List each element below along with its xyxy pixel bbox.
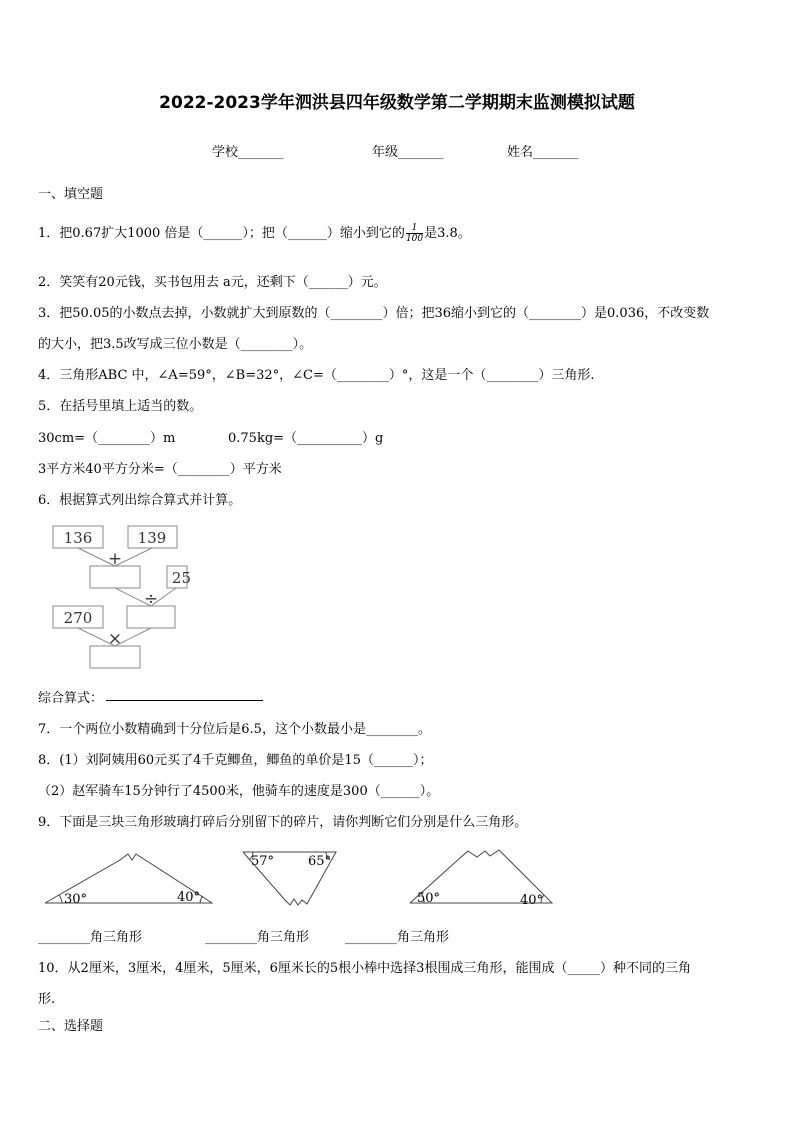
angle-label-40-first: 40° <box>177 890 201 905</box>
angle-label-50: 50° <box>417 891 441 906</box>
grade-field[interactable]: 年级_______ <box>372 145 444 160</box>
angle-label-40-second: 40° <box>520 893 544 908</box>
question-4: 4．三角形ABC 中，∠A=59°，∠B=32°，∠C=（________）°，这是一个（________）三角形. <box>38 368 595 383</box>
question-9-answer-2[interactable]: ________角三角形 <box>205 930 310 945</box>
question-1-text-a: 1．把0.67扩大1000 倍是（______）；把（______）缩小到它的 <box>38 226 405 241</box>
question-7: 7．一个两位小数精确到十分位后是6.5，这个小数最小是________。 <box>38 722 431 737</box>
box-product-blank[interactable] <box>90 646 140 668</box>
question-6: 6．根据算式列出综合算式并计算。 <box>38 493 242 508</box>
plus-operator: + <box>107 549 123 569</box>
section-heading-multiple-choice: 二、选择题 <box>38 1019 104 1034</box>
question-8-part-2: （2）赵军骑车15分钟行了4500米，他骑车的速度是300（______）。 <box>38 784 440 799</box>
angle-label-57: 57° <box>251 854 275 869</box>
school-field[interactable]: 学校_______ <box>212 145 284 160</box>
question-5-item-b: 0.75kg=（__________）g <box>228 431 384 446</box>
question-2: 2．笑笑有20元钱，买书包用去 a元，还剩下（______）元。 <box>38 275 387 290</box>
fraction-one-hundredth <box>406 223 423 244</box>
box-sum-blank[interactable] <box>90 566 140 588</box>
question-9-answer-3[interactable]: ________角三角形 <box>345 930 450 945</box>
fraction-numerator: 1 <box>406 223 423 234</box>
question-1 <box>38 222 471 244</box>
question-9-answer-1[interactable]: ________角三角形 <box>38 930 143 945</box>
question-5: 5．在括号里填上适当的数。 <box>38 399 203 414</box>
question-8-part-1: 8．(1）刘阿姨用60元买了4千克鲫鱼，鲫鱼的单价是15（______）； <box>38 753 433 768</box>
page-title: 2022-2023学年泗洪县四年级数学第二学期期末监测模拟试题 <box>159 93 635 113</box>
angle-label-30: 30° <box>64 892 88 907</box>
multiply-operator: × <box>107 629 123 649</box>
question-5-item-a: 30cm=（________）m <box>38 431 176 446</box>
calculation-flow-diagram <box>48 522 191 674</box>
question-10-line-1: 10．从2厘米，3厘米，4厘米，5厘米，6厘米长的5根小棒中选择3根围成三角形，能围成（_____）种不同的三角 <box>38 961 691 976</box>
diagram-number-270: 270 <box>63 609 93 627</box>
triangle-fragments <box>40 848 560 910</box>
name-field[interactable]: 姓名_______ <box>507 145 579 160</box>
divide-operator: ÷ <box>143 589 159 609</box>
question-3-line-1: 3．把50.05的小数点去掉，小数就扩大到原数的（________）倍；把36缩小到它的（________）是0.036，不改变数 <box>38 306 710 321</box>
question-9: 9．下面是三块三角形玻璃打碎后分别留下的碎片，请你判断它们分别是什么三角形。 <box>38 815 528 830</box>
question-3-line-2: 的大小，把3.5改写成三位小数是（________）。 <box>38 337 313 352</box>
diagram-number-139: 139 <box>137 529 167 547</box>
fraction-denominator: 100 <box>405 234 424 244</box>
combined-formula-answer-line[interactable] <box>106 700 263 701</box>
section-heading-fill-blank: 一、填空题 <box>38 187 104 202</box>
diagram-number-25: 25 <box>171 569 191 587</box>
question-5-item-c: 3平方米40平方分米=（________）平方米 <box>38 462 282 477</box>
question-10-line-2: 形. <box>38 992 56 1007</box>
angle-label-65: 65° <box>308 854 332 869</box>
combined-formula-label: 综合算式： <box>38 691 104 706</box>
box-quotient-blank[interactable] <box>127 606 175 628</box>
question-1-text-b: 是3.8。 <box>424 226 471 241</box>
diagram-number-136: 136 <box>63 529 93 547</box>
